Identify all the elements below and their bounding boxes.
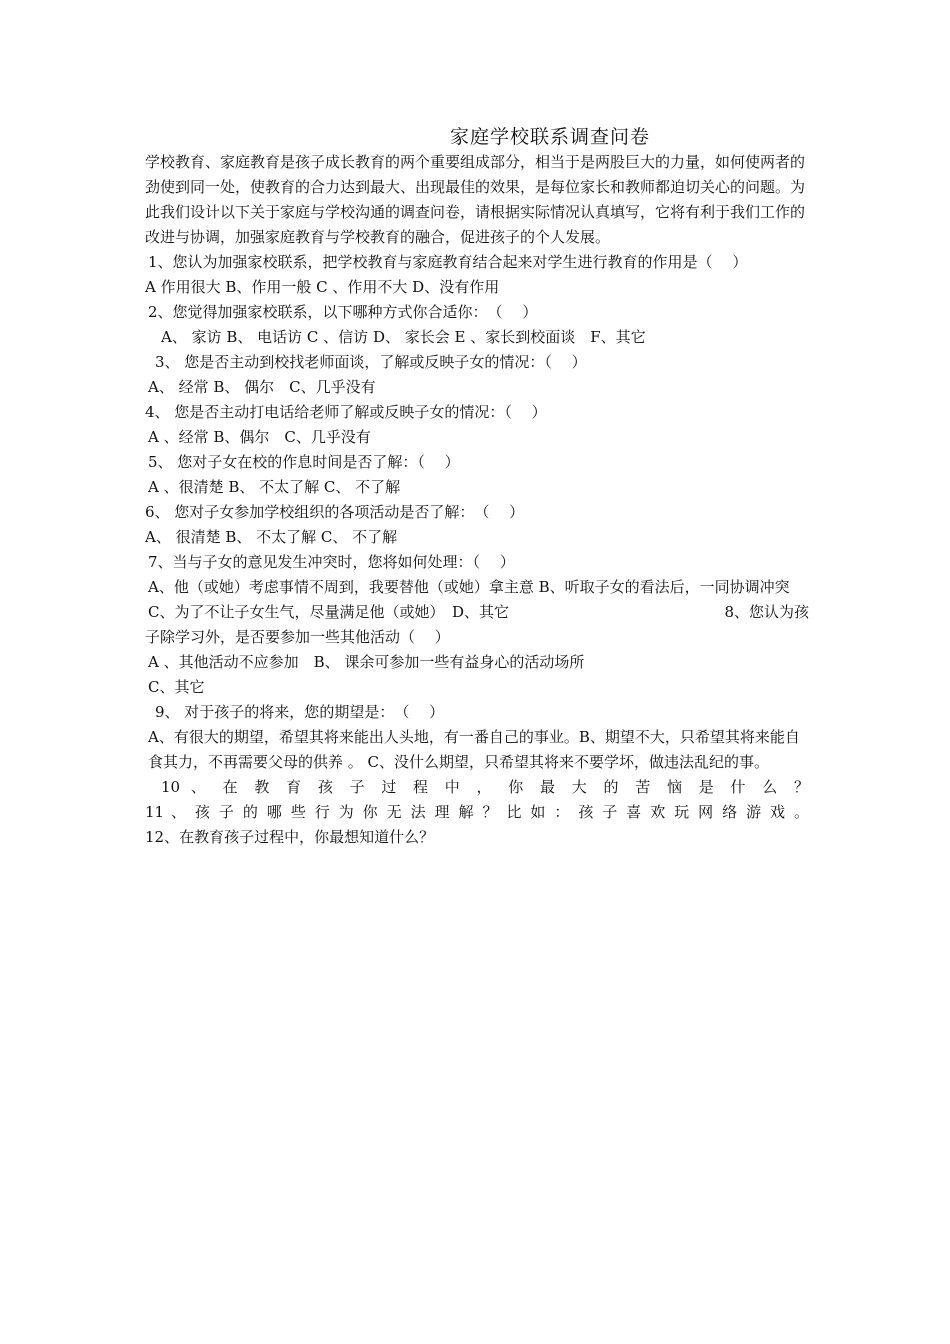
question-6-options: A、 很清楚 B、 不太了解 C、 不了解: [145, 528, 398, 546]
question-6: 6、 您对子女参加学校组织的各项活动是否了解： （ ）: [145, 503, 525, 521]
question-3: 3、 您是否主动到校找老师面谈，了解或反映子女的情况：（ ）: [155, 353, 587, 371]
question-7-options-cd: C、为了不让子女生气，尽量满足他（或她） D、其它: [148, 603, 510, 621]
question-5-options: A 、很清楚 B、 不太了解 C、 不了解: [148, 478, 401, 496]
question-7-options-ab: A、他（或她）考虑事情不周到，我要替他（或她）拿主意 B、听取子女的看法后，一同协调冲突: [148, 578, 790, 596]
question-7: 7、当与子女的意见发生冲突时，您将如何处理：（ ）: [148, 553, 515, 571]
page-title: 家庭学校联系调查问卷: [449, 126, 650, 148]
question-2: 2、您觉得加强家校联系，以下哪种方式你合适你： （ ）: [148, 303, 538, 321]
intro-paragraph: 学校教育、家庭教育是孩子成长教育的两个重要组成部分，相当于是两股巨大的力量，如何使两者的劲使到同一处，使教育的合力达到最大、出现最佳的效果，是每位家长和教师都迫切关心的问题。为此我们设计以下关于家庭与学校沟通的调查问卷，请根据实际情况认真填写，它将有利于我们工作的改进与协调，加强家庭教育与学校教育的融合，促进孩子的个人发展。: [145, 153, 806, 246]
document-body: [145, 150, 809, 850]
question-9-options: A、有很大的期望，希望其将来能出人头地，有一番自己的事业。B、期望不大，只希望其将来能自食其力，不再需要父母的供养 。 C、没什么期望，只希望其将来不要学坏，做违法乱纪的事。: [148, 728, 800, 771]
question-1: 1、您认为加强家校联系，把学校教育与家庭教育结合起来对学生进行教育的作用是（ ）: [148, 253, 748, 271]
question-11: 11 、 孩 子 的 哪 些 行 为 你 无 法 理 解 ？ 比 如 ： 孩 子 喜 欢 玩 网 络 游 戏 。: [145, 803, 809, 821]
question-8: 子除学习外，是否要参加一些其他活动（ ）: [145, 628, 450, 646]
question-7-options-cd-line: [145, 600, 809, 625]
question-1-options: A 作用很大 B、作用一般 C 、作用不大 D、没有作用: [145, 278, 500, 296]
question-4: 4、 您是否主动打电话给老师了解或反映子女的情况：（ ）: [145, 403, 547, 421]
question-8-options-ab: A 、其他活动不应参加 B、 课余可参加一些有益身心的活动场所: [148, 653, 585, 671]
question-9: 9、 对于孩子的将来，您的期望是： （ ）: [155, 703, 445, 721]
question-10: 10 、 在 教 育 孩 子 过 程 中 ， 你 最 大 的 苦 恼 是 什 么 ？: [161, 778, 809, 796]
question-4-options: A 、经常 B、偶尔 C、几乎没有: [148, 428, 371, 446]
question-5: 5、 您对子女在校的作息时间是否了解：（ ）: [148, 453, 460, 471]
question-12: 12、在教育孩子过程中，你最想知道什么？: [145, 828, 435, 846]
question-3-options: A、 经常 B、 偶尔 C、几乎没有: [148, 378, 376, 396]
question-8-start: 8、您认为孩: [724, 603, 809, 621]
question-2-options: A、 家访 B、 电话访 C 、信访 D、 家长会 E 、家长到校面谈 F、其它: [161, 328, 646, 346]
question-8-options-c: C、其它: [148, 678, 205, 696]
